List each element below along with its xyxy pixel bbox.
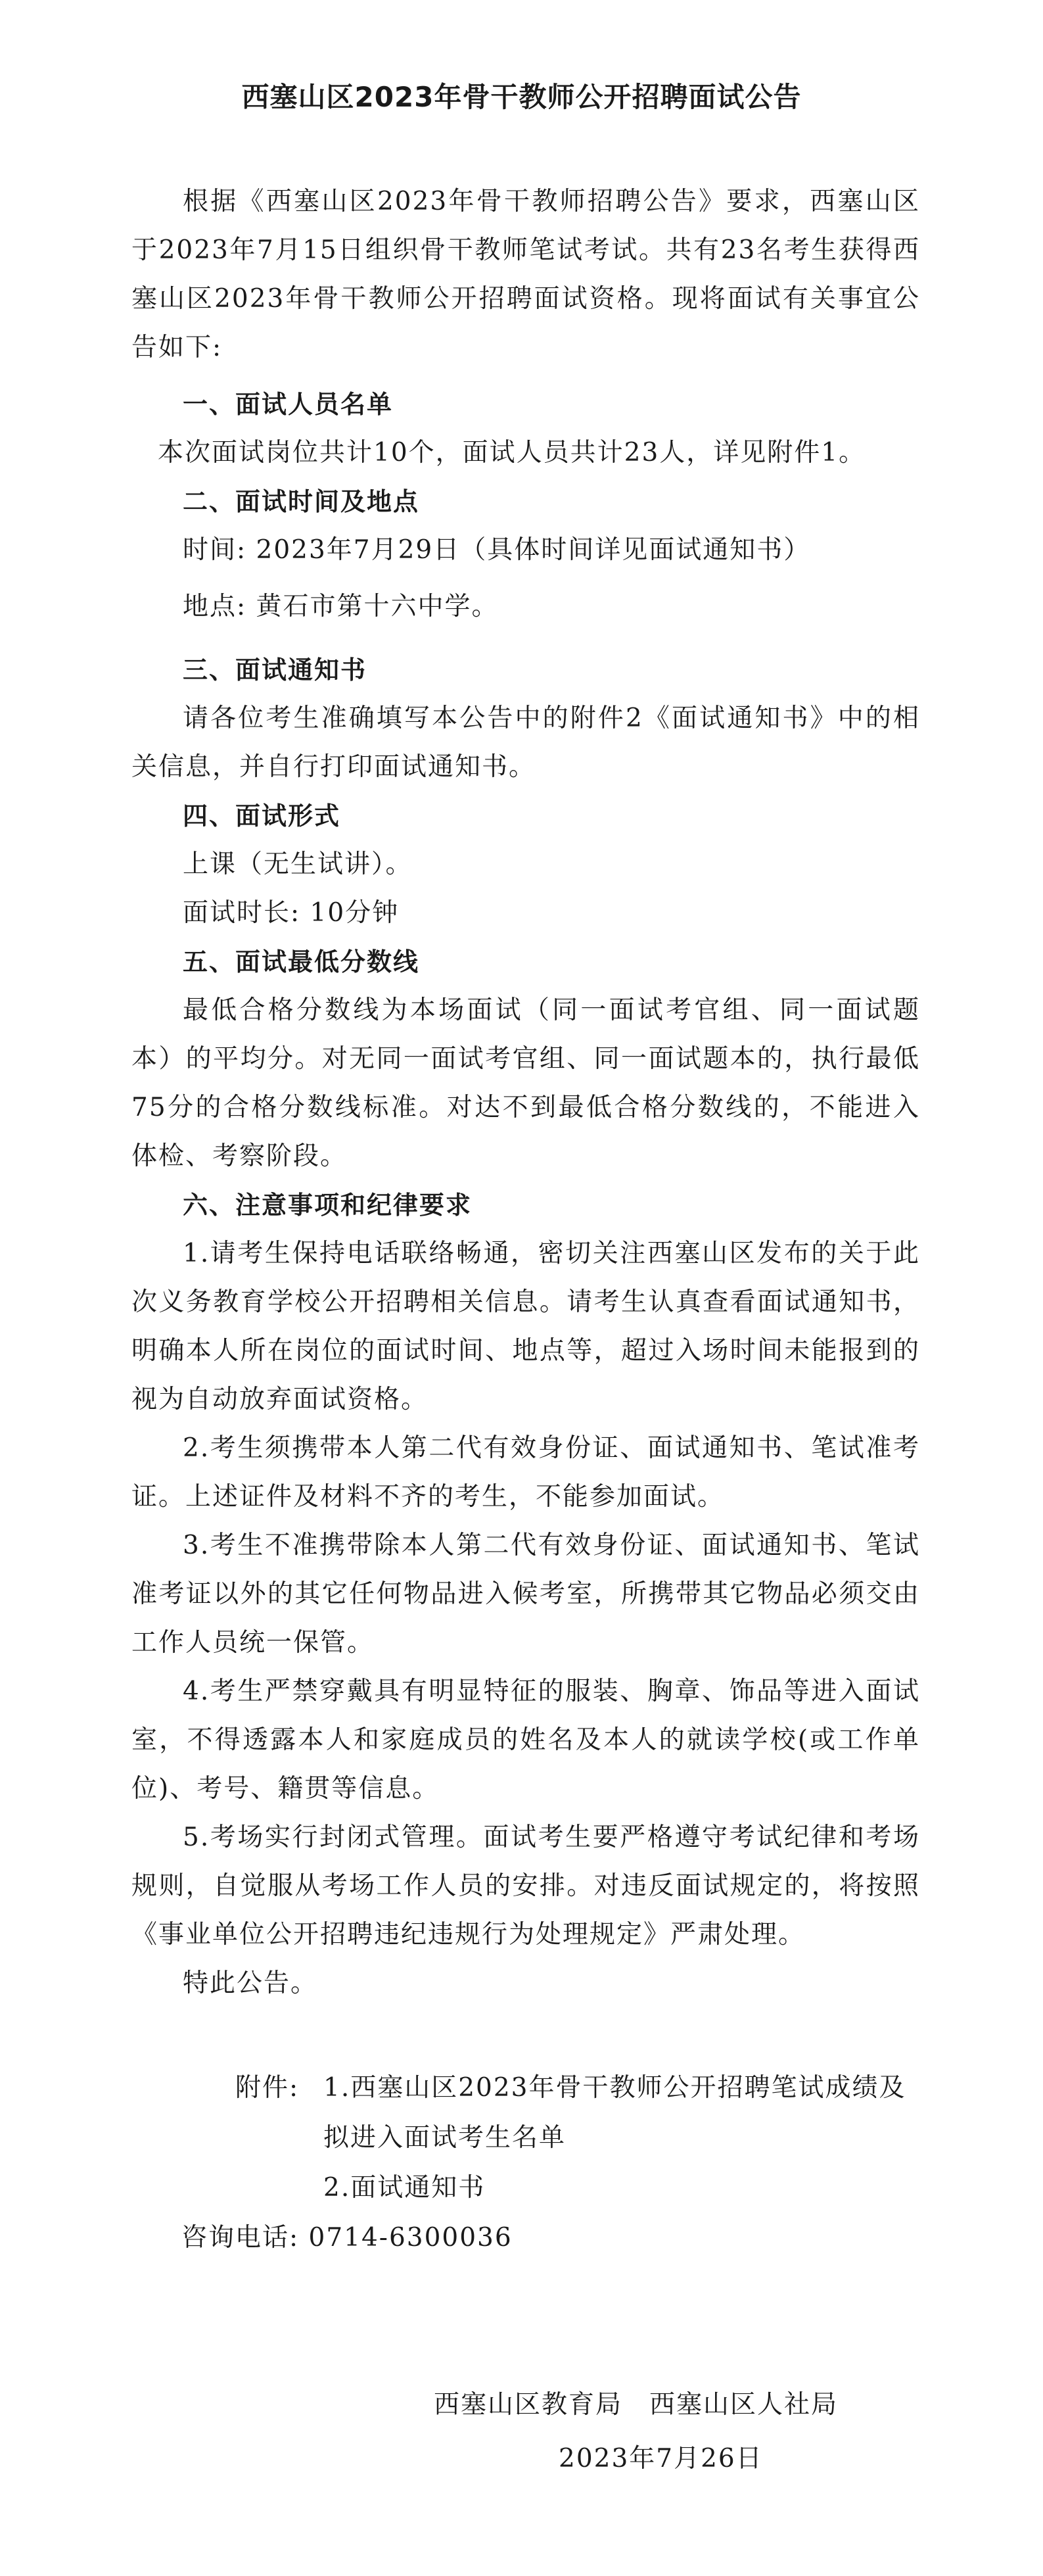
- section-3-body: 请各位考生准确填写本公告中的附件2《面试通知书》中的相关信息，并自行打印面试通知书。: [131, 704, 920, 782]
- interview-duration: 面试时长: 10分钟: [183, 898, 400, 928]
- section-2-heading: 二、面试时间及地点: [183, 487, 420, 516]
- rule-item-1: 1.请考生保持电话联络畅通，密切关注西塞山区发布的关于此次义务教育学校公开招聘相关信息。请考生认真查看面试通知书，明确本人所在岗位的面试时间、地点等，超过入场时间未能报到的视为自动放弃面试资格。: [131, 1239, 920, 1414]
- interview-form: 上课（无生试讲）。: [183, 849, 413, 879]
- section-3-heading: 三、面试通知书: [183, 656, 367, 684]
- document-body: [131, 178, 920, 2008]
- interview-place: 地点: 黄石市第十六中学。: [183, 592, 499, 621]
- attachment-2: 2.面试通知书: [323, 2173, 486, 2203]
- section-4-heading: 四、面试形式: [183, 801, 341, 830]
- rule-item-5: 5.考场实行封闭式管理。面试考生要严格遵守考试纪律和考场规则，自觉服从考场工作人员的安排。对违反面试规定的，将按照《事业单位公开招聘违纪违规行为处理规定》严肃处理。: [131, 1823, 920, 1949]
- section-1-body: 本次面试岗位共计10个，面试人员共计23人，详见附件1。: [158, 438, 866, 467]
- issuing-organizations: 西塞山区教育局 西塞山区人社局: [434, 2390, 839, 2420]
- rule-item-2: 2.考生须携带本人第二代有效身份证、面试通知书、笔试准考证。上述证件及材料不齐的考生，不能参加面试。: [131, 1433, 920, 1512]
- section-5-heading: 五、面试最低分数线: [183, 947, 420, 976]
- section-5-body: 最低合格分数线为本场面试（同一面试考官组、同一面试题本）的平均分。对无同一面试考官组、同一面试题本的，执行最低75分的合格分数线标准。对达不到最低合格分数线的，不能进入体检、考察阶段。: [131, 995, 920, 1171]
- page-title: 西塞山区2023年骨干教师公开招聘面试公告: [241, 81, 802, 113]
- section-1-heading: 一、面试人员名单: [183, 390, 394, 419]
- intro-paragraph: 根据《西塞山区2023年骨干教师招聘公告》要求，西塞山区于2023年7月15日组织骨干教师笔试考试。共有23名考生获得西塞山区2023年骨干教师公开招聘面试资格。现将面试有关事宜公告如下:: [131, 187, 920, 362]
- attachment-1-line-2: 拟进入面试考生名单: [323, 2123, 567, 2153]
- rule-item-3: 3.考生不准携带除本人第二代有效身份证、面试通知书、笔试准考证以外的其它任何物品进入候考室，所携带其它物品必须交由工作人员统一保管。: [131, 1531, 920, 1658]
- rule-item-4: 4.考生严禁穿戴具有明显特征的服装、胸章、饰品等进入面试室，不得透露本人和家庭成员的姓名及本人的就读学校(或工作单位)、考号、籍贯等信息。: [131, 1677, 920, 1803]
- closing-text: 特此公告。: [183, 1968, 318, 1998]
- attachments-label: 附件:: [235, 2073, 300, 2103]
- contact-phone: 咨询电话: 0714-6300036: [181, 2223, 513, 2253]
- issue-date: 2023年7月26日: [559, 2444, 763, 2473]
- attachment-1-line-1: 1.西塞山区2023年骨干教师公开招聘笔试成绩及: [323, 2073, 906, 2103]
- section-6-heading: 六、注意事项和纪律要求: [183, 1191, 473, 1220]
- interview-time: 时间: 2023年7月29日（具体时间详见面试通知书）: [183, 535, 811, 565]
